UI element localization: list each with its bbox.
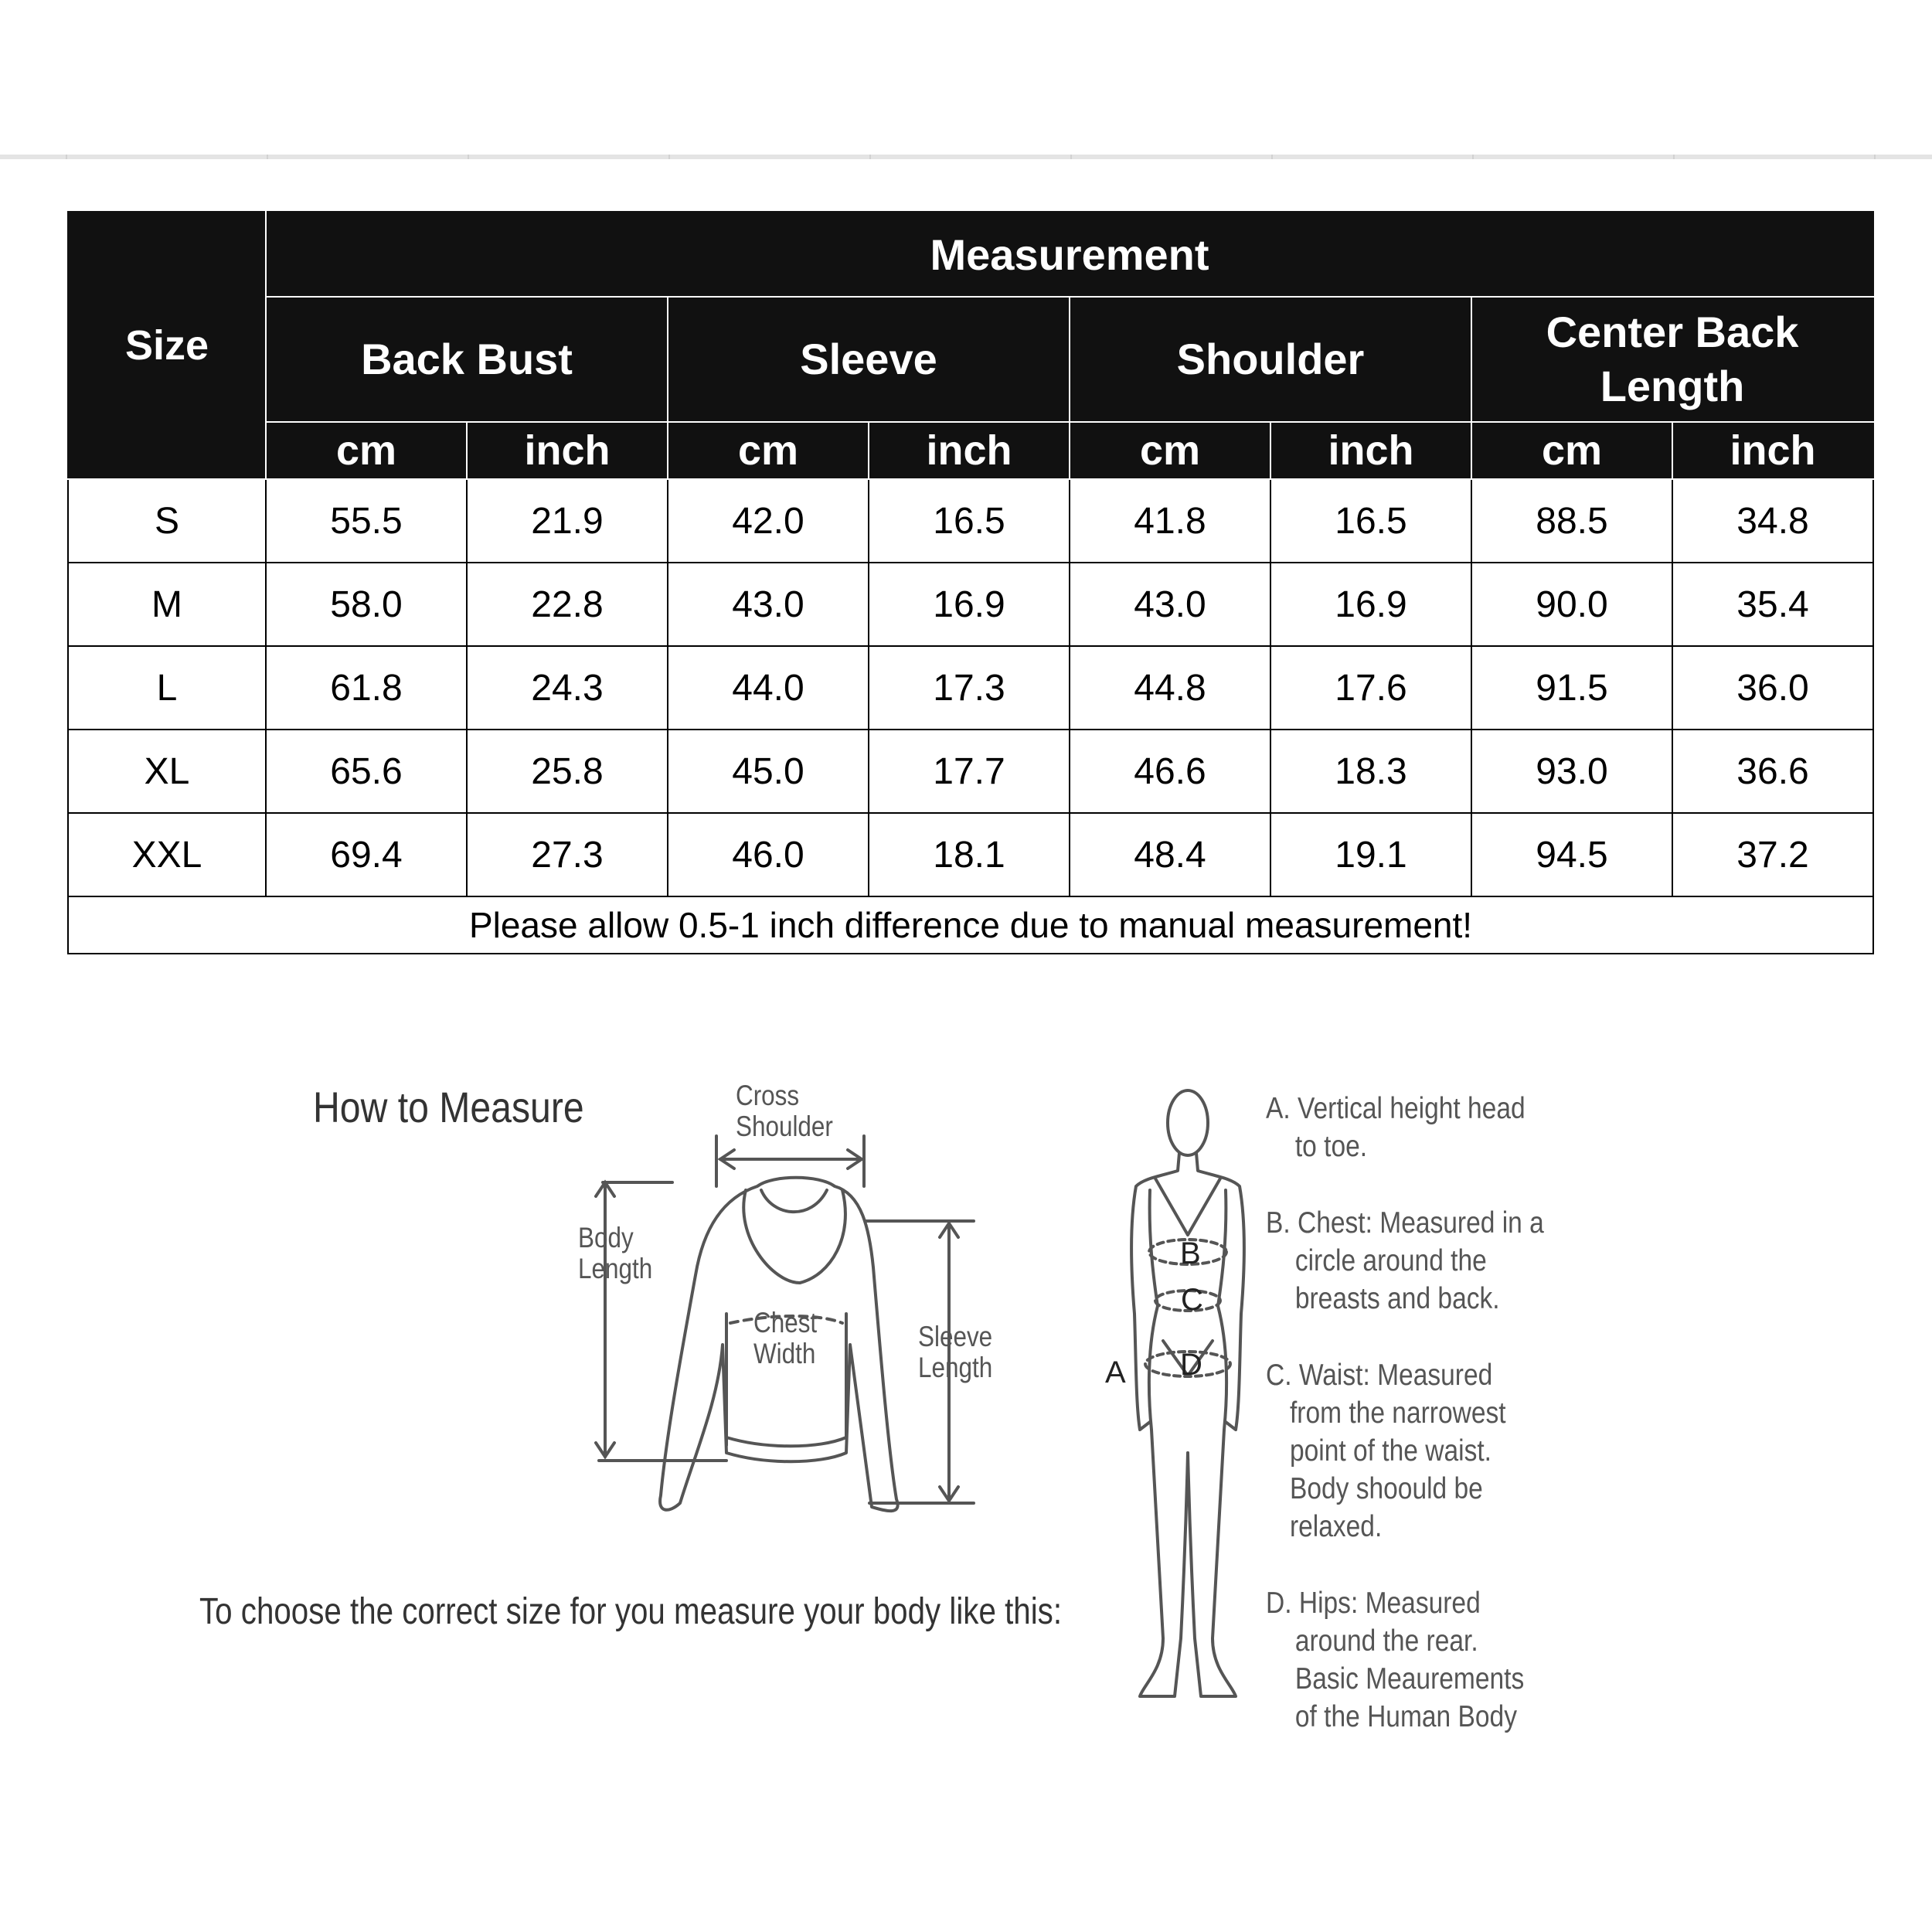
figure-letter-b: B bbox=[1180, 1236, 1201, 1270]
value-cell: 91.5 bbox=[1471, 646, 1672, 730]
measure-note-c: C. Waist: Measured from the narrowest point of the waist. Body shoould be relaxed. bbox=[1266, 1359, 1506, 1543]
measurement-header: Measurement bbox=[266, 212, 1873, 297]
value-cell: 58.0 bbox=[266, 563, 467, 646]
figure-letter-c: C bbox=[1181, 1283, 1203, 1317]
value-cell: 19.1 bbox=[1270, 813, 1471, 896]
value-cell: 48.4 bbox=[1070, 813, 1270, 896]
unit-header: inch bbox=[467, 422, 668, 479]
value-cell: 45.0 bbox=[668, 730, 869, 813]
value-cell: 44.8 bbox=[1070, 646, 1270, 730]
unit-header: cm bbox=[668, 422, 869, 479]
unit-header: cm bbox=[1070, 422, 1270, 479]
measure-note-a: A. Vertical height head to toe. bbox=[1266, 1092, 1526, 1163]
value-cell: 35.4 bbox=[1672, 563, 1873, 646]
value-cell: 61.8 bbox=[266, 646, 467, 730]
value-cell: 18.3 bbox=[1270, 730, 1471, 813]
value-cell: 46.6 bbox=[1070, 730, 1270, 813]
value-cell: 43.0 bbox=[668, 563, 869, 646]
value-cell: 16.9 bbox=[1270, 563, 1471, 646]
value-cell: 25.8 bbox=[467, 730, 668, 813]
figure-letter-a: A bbox=[1105, 1355, 1126, 1389]
value-cell: 93.0 bbox=[1471, 730, 1672, 813]
value-cell: 94.5 bbox=[1471, 813, 1672, 896]
value-cell: 27.3 bbox=[467, 813, 668, 896]
unit-header: inch bbox=[1270, 422, 1471, 479]
value-cell: 21.9 bbox=[467, 479, 668, 563]
measurement-footnote: Please allow 0.5-1 inch difference due to manual measurement! bbox=[68, 896, 1873, 954]
value-cell: 55.5 bbox=[266, 479, 467, 563]
value-cell: 18.1 bbox=[869, 813, 1070, 896]
sleeve-length-label: Sleeve Length bbox=[918, 1321, 993, 1383]
value-cell: 36.6 bbox=[1672, 730, 1873, 813]
value-cell: 88.5 bbox=[1471, 479, 1672, 563]
unit-header: inch bbox=[1672, 422, 1873, 479]
group-header-shoulder: Shoulder bbox=[1070, 297, 1471, 422]
figure-letter-d: D bbox=[1180, 1348, 1202, 1382]
value-cell: 37.2 bbox=[1672, 813, 1873, 896]
unit-header: cm bbox=[266, 422, 467, 479]
measure-instruction: To choose the correct size for you measure your body like this: bbox=[199, 1591, 1063, 1632]
value-cell: 65.6 bbox=[266, 730, 467, 813]
measure-note-d: D. Hips: Measured around the rear. Basic Meaurements of the Human Body bbox=[1266, 1587, 1525, 1733]
group-header-sleeve: Sleeve bbox=[668, 297, 1070, 422]
measure-note-b: B. Chest: Measured in a circle around the breasts and back. bbox=[1266, 1206, 1544, 1315]
value-cell: 41.8 bbox=[1070, 479, 1270, 563]
group-header-back-bust: Back Bust bbox=[266, 297, 668, 422]
value-cell: 90.0 bbox=[1471, 563, 1672, 646]
value-cell: 17.3 bbox=[869, 646, 1070, 730]
value-cell: 16.5 bbox=[869, 479, 1070, 563]
group-header-center-back-length: Center Back Length bbox=[1471, 297, 1873, 422]
unit-header: cm bbox=[1471, 422, 1672, 479]
body-figure-illustration bbox=[1131, 1090, 1244, 1696]
value-cell: 34.8 bbox=[1672, 479, 1873, 563]
value-cell: 42.0 bbox=[668, 479, 869, 563]
size-cell: L bbox=[68, 646, 266, 730]
value-cell: 43.0 bbox=[1070, 563, 1270, 646]
size-cell: M bbox=[68, 563, 266, 646]
value-cell: 36.0 bbox=[1672, 646, 1873, 730]
value-cell: 17.7 bbox=[869, 730, 1070, 813]
value-cell: 22.8 bbox=[467, 563, 668, 646]
value-cell: 16.5 bbox=[1270, 479, 1471, 563]
value-cell: 24.3 bbox=[467, 646, 668, 730]
value-cell: 69.4 bbox=[266, 813, 467, 896]
body-length-label: Body Length bbox=[578, 1222, 653, 1284]
value-cell: 16.9 bbox=[869, 563, 1070, 646]
value-cell: 44.0 bbox=[668, 646, 869, 730]
chest-width-label: Chest Width bbox=[753, 1307, 818, 1369]
value-cell: 46.0 bbox=[668, 813, 869, 896]
how-to-measure-title: How to Measure bbox=[313, 1083, 584, 1131]
size-header: Size bbox=[68, 212, 266, 479]
cross-shoulder-label: Cross Shoulder bbox=[736, 1080, 833, 1142]
size-cell: S bbox=[68, 479, 266, 563]
size-cell: XL bbox=[68, 730, 266, 813]
unit-header: inch bbox=[869, 422, 1070, 479]
value-cell: 17.6 bbox=[1270, 646, 1471, 730]
size-cell: XXL bbox=[68, 813, 266, 896]
